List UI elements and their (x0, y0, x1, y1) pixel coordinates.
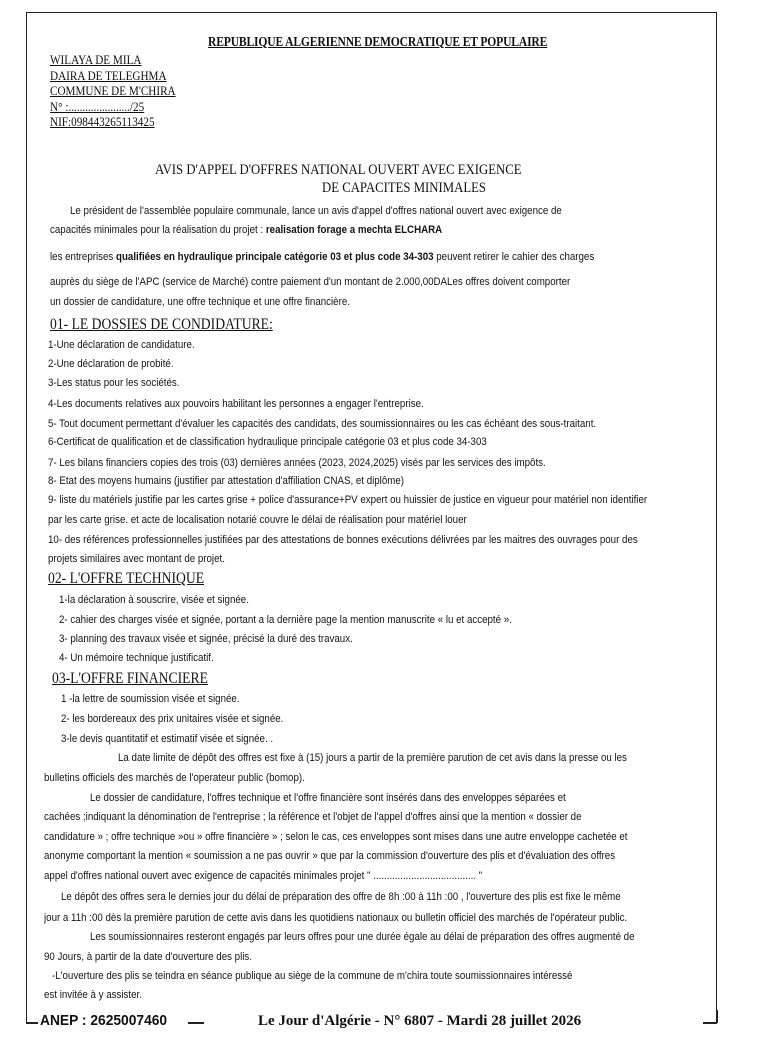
envelope-paragraph: candidature » ; offre technique »ou » offre financière » ; selon le cas, ces enveloppes sont mises dans une autre enveloppe cachetée et (44, 831, 628, 843)
list-item: 8- Etat des moyens humains (justifier par attestation d'affiliation CNAS, et diplôme) (48, 475, 405, 487)
footer-rule-left (26, 1022, 38, 1024)
footer-rule-right (703, 1022, 717, 1024)
footer-rule-middle (188, 1022, 204, 1024)
qualification-requirement: qualifiées en hydraulique principale catégorie 03 et plus code 34-303 (116, 251, 434, 263)
section-heading-financial: 03-L'OFFRE FINANCIERE (52, 670, 208, 687)
nif-number: NIF:098443265113425 (50, 114, 155, 129)
reference-number: N° :....................../25 (50, 98, 145, 114)
anep-reference: ANEP : 2625007460 (40, 1012, 168, 1029)
footer-corner-tick (716, 1010, 718, 1023)
list-item: 1-Une déclaration de candidature. (48, 339, 195, 351)
deadline-paragraph: La date limite de dépôt des offres est fixe à (15) jours a partir de la première parution de cet avis dans la presse ou les (118, 752, 627, 764)
list-item: projets similaires avec montant de projet. (48, 553, 225, 565)
validity-paragraph: 90 Jours, à partir de la date d'ouverture des plis. (44, 951, 252, 963)
intro-text: les entreprises (50, 251, 117, 263)
list-item: 6-Certificat de qualification et de classification hydraulique principale catégorie 03 et plus code 34-303 (48, 436, 487, 448)
list-item: 1 -la lettre de soumission visée et signée. (61, 693, 240, 705)
envelope-paragraph: Le dossier de candidature, l'offres technique et l'offre financière sont insérés dans des enveloppes séparées et (90, 792, 566, 804)
list-item: 2- cahier des charges visée et signée, portant a la dernière page la mention manuscrite « lu et accepté ». (59, 614, 512, 626)
section-heading-candidature: 01- LE DOSSIES DE CONDIDATURE: (50, 316, 273, 333)
intro-text: peuvent retirer le cahier des charges (433, 251, 595, 263)
envelope-paragraph: anonyme comportant la mention « soumission a ne pas ouvrir » que par la commission d'ouverture des plis et d'évaluation des offres (44, 850, 616, 862)
opening-paragraph: est invitée à y assister. (44, 989, 142, 1001)
notice-title-line-2: DE CAPACITES MINIMALES (322, 180, 487, 196)
administrative-header (50, 52, 196, 130)
list-item: par les carte grise. et acte de localisation notarié couvre le délai de réalisation pour matériel louer (48, 514, 467, 526)
submission-paragraph: jour a 11h :00 dès la première parution de cette avis dans les quotidiens nationaux ou bulletin officiel des marchés de l'opérateur public. (44, 912, 628, 924)
opening-paragraph: -L'ouverture des plis se teindra en séance publique au siège de la commune de m'chira toute soumissionnaires intéressé (52, 970, 573, 982)
list-item: 1-la déclaration à souscrire, visée et signée. (59, 594, 249, 606)
list-item: 2-Une déclaration de probité. (48, 358, 174, 370)
validity-paragraph: Les soumissionnaires resteront engagés par leurs offres pour une durée égale au délai de préparation des offres augmenté de (90, 931, 635, 943)
submission-paragraph: Le dépôt des offres sera le dernies jour du délai de préparation des offre de 8h :00 à 11h :00 , l'ouverture des plis est fixe le même (61, 891, 621, 903)
deadline-paragraph: bulletins officiels des marchés de l'operateur public (bomop). (44, 772, 305, 784)
list-item: 9- liste du matériels justifie par les cartes grise + police d'assurance+PV expert ou huissier de justice en vigueur pour matériel non identifier (48, 494, 648, 506)
journal-reference: Le Jour d'Algérie - N° 6807 - Mardi 28 juillet 2026 (258, 1013, 582, 1029)
republic-heading: REPUBLIQUE ALGERIENNE DEMOCRATIQUE ET POPULAIRE (208, 34, 548, 49)
intro-line (50, 251, 594, 263)
daira-line: DAIRA DE TELEGHMA (50, 67, 167, 83)
envelope-paragraph: cachées ;indiquant la dénomination de l'entreprise ; la référence et l'objet de l'appel d'offres ainsi que la mention « dossier de (44, 811, 582, 823)
section-heading-technical: 02- L'OFFRE TECHNIQUE (48, 570, 205, 587)
list-item: 2- les bordereaux des prix unitaires visée et signée. (61, 713, 284, 725)
envelope-paragraph: appel d'offres national ouvert avec exigence de capacités minimales projet " ...................................... " (44, 870, 483, 882)
list-item: 3-le devis quantitatif et estimatif visée et signée. . (61, 733, 274, 745)
list-item: 3-Les status pour les sociétés. (48, 377, 180, 389)
list-item: 7- Les bilans financiers copies des trois (03) dernières années (2023, 2024,2025) visés par les services des impôts. (48, 457, 546, 469)
intro-line (50, 224, 442, 236)
project-name: realisation forage a mechta ELCHARA (265, 224, 443, 236)
intro-text: capacités minimales pour la réalisation du projet : (50, 224, 266, 236)
list-item: 5- Tout document permettant d'évaluer les capacités des candidats, des soumissionnaires ou les cas échéant des sous-traitant. (48, 418, 597, 430)
notice-title-line-1: AVIS D'APPEL D'OFFRES NATIONAL OUVERT AVEC EXIGENCE (155, 162, 522, 178)
list-item: 10- des références professionnelles justifiées par des attestations de bonnes exécutions délivrées par les maitres des ouvrages pour des (48, 534, 638, 546)
list-item: 4- Un mémoire technique justificatif. (59, 652, 214, 664)
intro-line: auprès du siège de l'APC (service de Marché) contre paiement d'un montant de 2.000,00DALes offres doivent comporter (50, 276, 571, 288)
intro-line: Le président de l'assemblée populaire communale, lance un avis d'appel d'offres national ouvert avec exigence de (70, 205, 562, 217)
intro-line: un dossier de candidature, une offre technique et une offre financière. (50, 296, 350, 308)
list-item: 3- planning des travaux visée et signée, précisé la duré des travaux. (59, 633, 353, 645)
wilaya-line: WILAYA DE MILA (50, 52, 142, 67)
list-item: 4-Les documents relatives aux pouvoirs habilitant les personnes a engager l'entreprise. (48, 398, 424, 410)
commune-line: COMMUNE DE M'CHIRA (50, 83, 176, 98)
